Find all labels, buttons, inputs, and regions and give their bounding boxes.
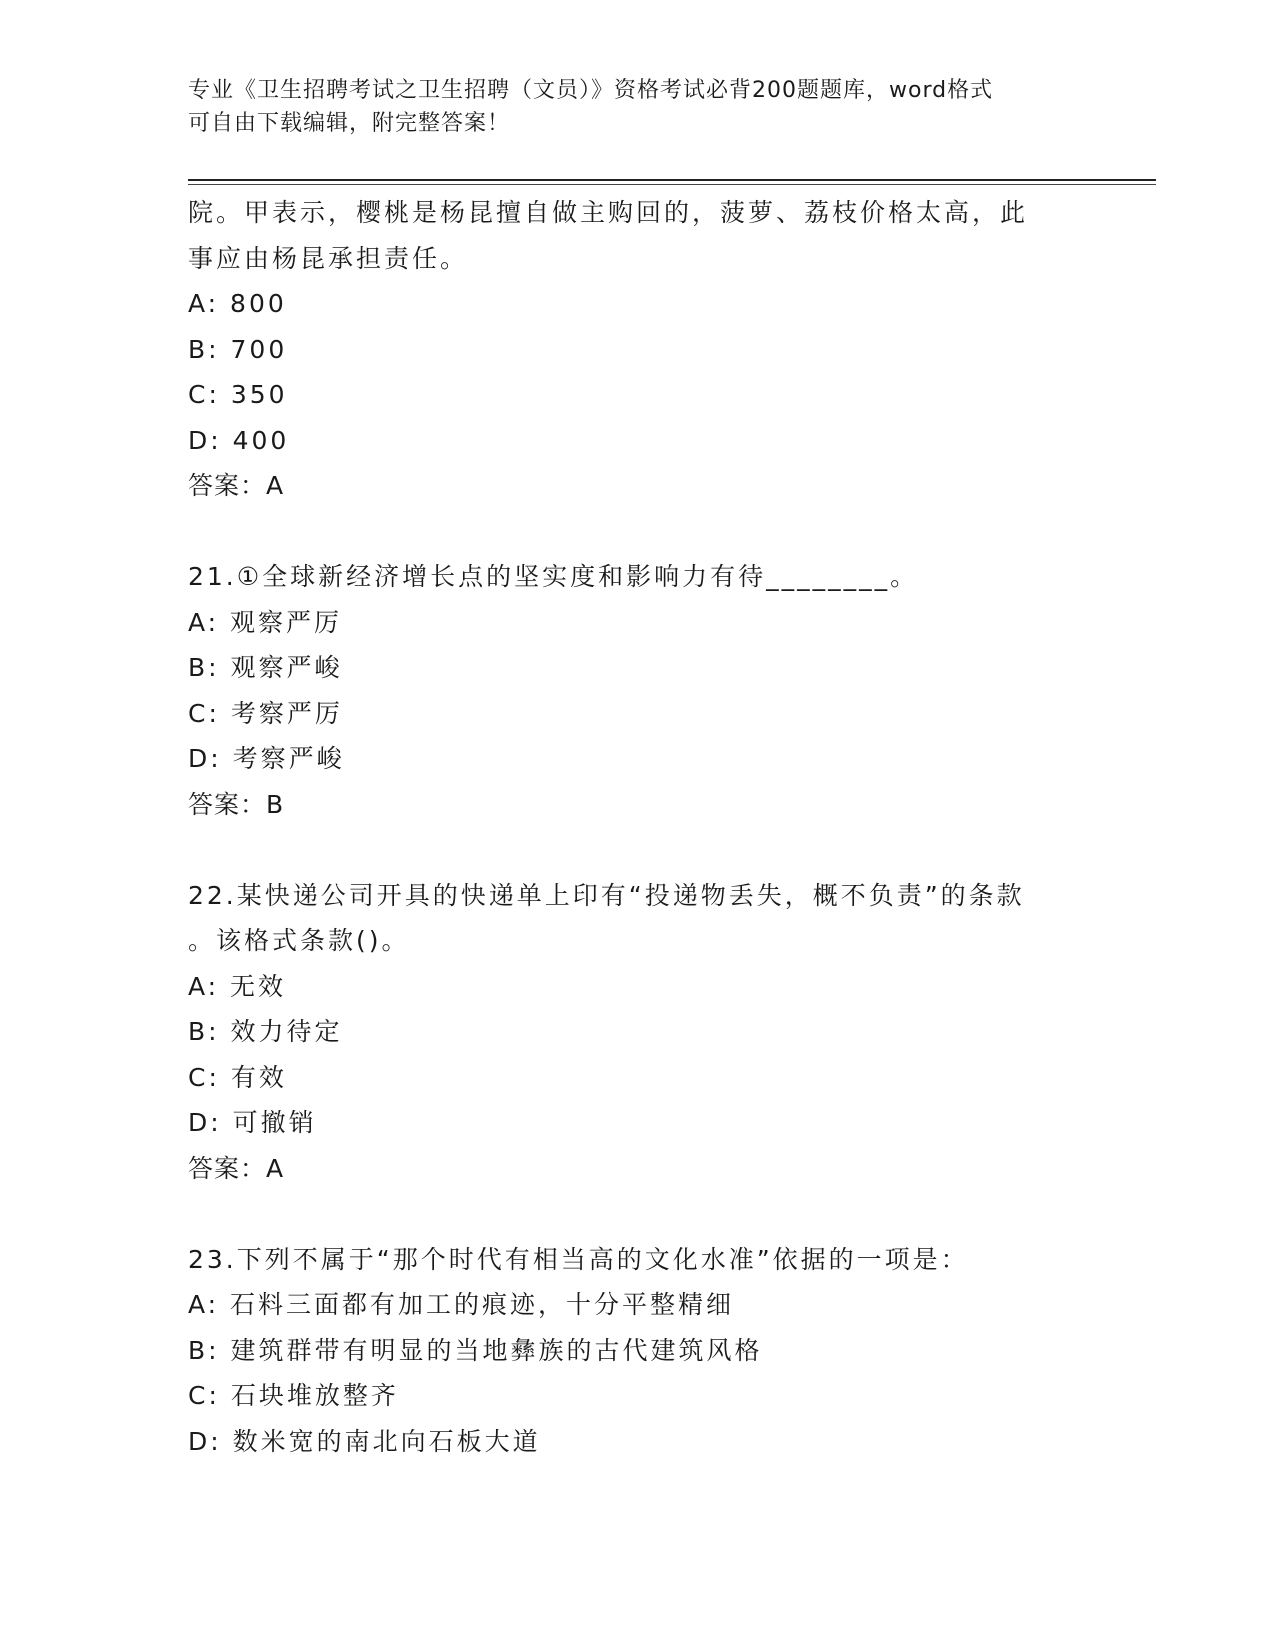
question-text-line: 23.下列不属于“那个时代有相当高的文化水准”依据的一项是： [188, 1244, 969, 1274]
option-d: D: 可撤销 [188, 1108, 317, 1137]
option-c: C: 考察严厉 [188, 698, 343, 728]
header-divider-thin [188, 184, 1156, 185]
answer-label: 答案：A [188, 471, 285, 500]
question-text-line: 事应由杨昆承担责任。 [188, 243, 469, 273]
answer-label: 答案：B [188, 789, 285, 819]
header-title-line-1: 专业《卫生招聘考试之卫生招聘（文员）》资格考试必背200题题库，word格式 [188, 78, 994, 103]
question-text-line: 22.某快递公司开具的快递单上印有“投递物丢失，概不负责”的条款 [188, 880, 1025, 910]
option-c: C: 350 [188, 380, 288, 409]
answer-label: 答案：A [188, 1153, 285, 1183]
option-a: A: 800 [188, 289, 287, 318]
question-block-23 [188, 1237, 1108, 1465]
option-d: D: 考察严峻 [188, 744, 345, 773]
option-c: C: 有效 [188, 1062, 287, 1092]
question-text-line: 院。甲表示，樱桃是杨昆擅自做主购回的，菠萝、荔枝价格太高，此 [188, 198, 1029, 227]
option-d: D: 400 [188, 425, 290, 455]
page-header [188, 74, 1088, 140]
option-b: B: 观察严峻 [188, 653, 343, 682]
spacer [188, 509, 1108, 554]
question-text-line: 。该格式条款()。 [188, 926, 410, 955]
option-a: A: 观察严厉 [188, 607, 343, 637]
option-c: C: 石块堆放整齐 [188, 1381, 399, 1410]
header-title-line-2: 可自由下载编辑，附完整答案！ [188, 111, 511, 136]
option-a: A: 石料三面都有加工的痕迹，十分平整精细 [188, 1290, 735, 1319]
spacer [188, 1192, 1108, 1237]
question-block-21 [188, 554, 1108, 828]
option-b: B: 建筑群带有明显的当地彝族的古代建筑风格 [188, 1335, 763, 1365]
question-text-line: 21.①全球新经济增长点的坚实度和影响力有待________。 [188, 562, 919, 591]
spacer [188, 828, 1108, 873]
option-d: D: 数米宽的南北向石板大道 [188, 1426, 541, 1456]
option-b: B: 700 [188, 334, 288, 364]
question-block-22 [188, 873, 1108, 1192]
option-a: A: 无效 [188, 971, 287, 1001]
header-divider-thick [188, 179, 1156, 181]
question-block-continued [188, 190, 1108, 509]
option-b: B: 效力待定 [188, 1017, 343, 1046]
question-list [188, 190, 1108, 1464]
